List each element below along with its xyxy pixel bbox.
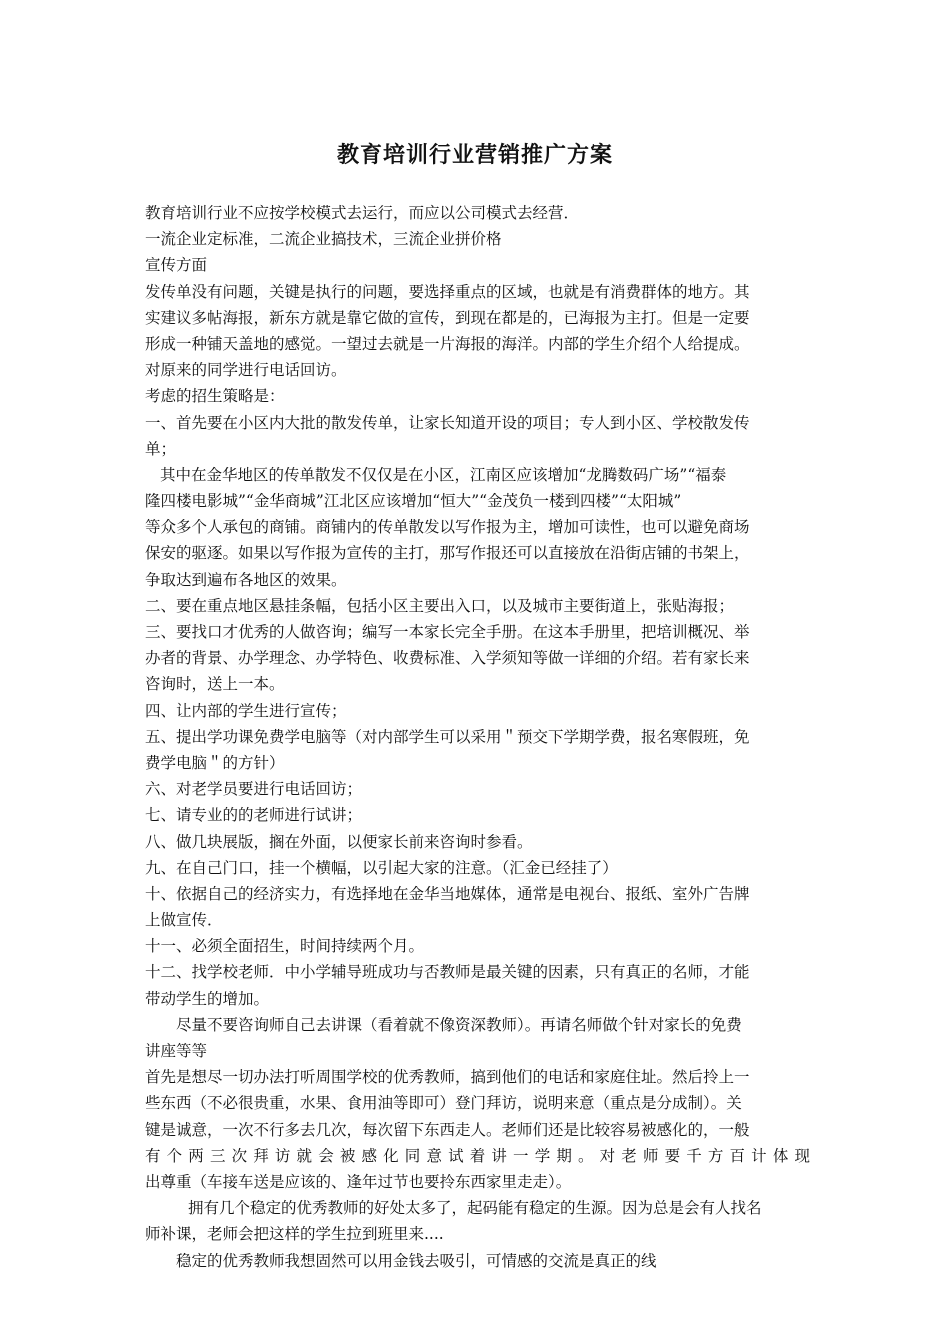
list-item-line: 费学电脑＂的方针）	[145, 753, 285, 772]
paragraph-line: 教育培训行业不应按学校模式去运行，而应以公司模式去经营．	[145, 204, 580, 222]
list-item-line: 五、提出学功课免费学电脑等（对内部学生可以采用＂预交下学期学费，报名寒假班，免	[145, 727, 750, 746]
paragraph-line: 一流企业定标准，二流企业搞技术，三流企业拼价格	[145, 230, 502, 249]
paragraph-line: 稳定的优秀教师我想固然可以用金钱去吸引，可情感的交流是真正的线	[176, 1251, 657, 1270]
document-title: 教育培训行业营销推广方案	[336, 143, 613, 168]
paragraph-line: 对原来的同学进行电话回访。	[145, 361, 347, 380]
paragraph-line: 师补课，老师会把这样的学生拉到班里来....	[145, 1225, 444, 1244]
list-item-line: 单；	[145, 439, 177, 458]
paragraph-line: 拥有几个稳定的优秀教师的好处太多了，起码能有稳定的生源。因为总是会有人找名	[188, 1199, 762, 1218]
list-item-line: 八、做几块展版，搁在外面，以便家长前来咨询时参看。	[145, 832, 533, 851]
list-item-line: 带动学生的增加。	[145, 989, 270, 1008]
list-item-line: 上做宣传．	[145, 911, 223, 930]
list-item-line: 二、要在重点地区悬挂条幅，包括小区主要出入口，以及城市主要街道上，张贴海报；	[145, 596, 735, 615]
paragraph-line: 首先是想尽一切办法打听周围学校的优秀教师，搞到他们的电话和家庭住址。然后拎上一	[145, 1068, 750, 1087]
paragraph-line: 有个两三次拜访就会被感化同意试着讲一学期。对老师要千方百计体现	[145, 1146, 810, 1165]
list-item-line: 十一、必须全面招生，时间持续两个月。	[145, 937, 425, 956]
paragraph-line: 考虑的招生策略是：	[145, 387, 285, 406]
document-body	[145, 200, 810, 1274]
paragraph-line: 发传单没有问题，关键是执行的问题，要选择重点的区域，也就是有消费群体的地方。其	[145, 282, 750, 301]
list-item-line: 办者的背景、办学理念、办学特色、收费标准、入学须知等做一详细的介绍。若有家长来	[145, 649, 750, 668]
list-item-line: 咨询时，送上一本。	[145, 675, 285, 694]
list-item-line: 七、请专业的的老师进行试讲；	[145, 806, 363, 825]
paragraph-line: 形成一种铺天盖地的感觉。一望过去就是一片海报的海洋。内部的学生介绍个人给提成。	[145, 334, 750, 353]
paragraph-line: 实建议多帖海报，新东方就是靠它做的宣传，到现在都是的，已海报为主打。但是一定要	[145, 308, 750, 327]
paragraph-line: 保安的驱逐。如果以写作报为宣传的主打，那写作报还可以直接放在沿街店铺的书架上，	[145, 544, 750, 563]
paragraph-line: 讲座等等	[145, 1042, 208, 1060]
list-item-line: 六、对老学员要进行电话回访；	[145, 780, 363, 799]
paragraph-line: 出尊重（车接车送是应该的、逢年过节也要拎东西家里走走）。	[145, 1172, 572, 1191]
paragraph-line: 争取达到遍布各地区的效果。	[145, 570, 347, 589]
section-heading: 宣传方面	[145, 256, 208, 275]
paragraph-line: 键是诚意，一次不行多去几次，每次留下东西走人。老师们还是比较容易被感化的，一般	[145, 1120, 750, 1139]
list-item-line: 三、要找口才优秀的人做咨询；编写一本家长完全手册。在这本手册里，把培训概况、举	[145, 623, 750, 641]
list-item-line: 九、在自己门口，挂一个横幅，以引起大家的注意。（汇金已经挂了）	[145, 858, 618, 877]
list-item-line: 十二、找学校老师．中小学辅导班成功与否教师是最关键的因素，只有真正的名师，才能	[145, 963, 750, 982]
paragraph-line: 些东西（不必很贵重，水果、食用油等即可）登门拜访，说明来意（重点是分成制）。关	[145, 1094, 742, 1113]
list-item-line: 十、依据自己的经济实力，有选择地在金华当地媒体，通常是电视台、报纸、室外广告牌	[145, 884, 750, 903]
paragraph-line: 其中在金华地区的传单散发不仅仅是在小区，江南区应该增加“龙腾数码广场”“福泰	[160, 465, 727, 484]
list-item-line: 四、让内部的学生进行宣传；	[145, 701, 347, 720]
paragraph-line: 隆四楼电影城”“金华商城”江北区应该增加“恒大”“金茂负一楼到四楼”“太阳城”	[145, 492, 682, 511]
list-item-line: 一、首先要在小区内大批的散发传单，让家长知道开设的项目；专人到小区、学校散发传	[145, 413, 750, 432]
paragraph-line: 等众多个人承包的商铺。商铺内的传单散发以写作报为主，增加可读性，也可以避免商场	[145, 518, 750, 537]
paragraph-line: 尽量不要咨询师自己去讲课（看着就不像资深教师）。再请名师做个针对家长的免费	[176, 1015, 742, 1034]
